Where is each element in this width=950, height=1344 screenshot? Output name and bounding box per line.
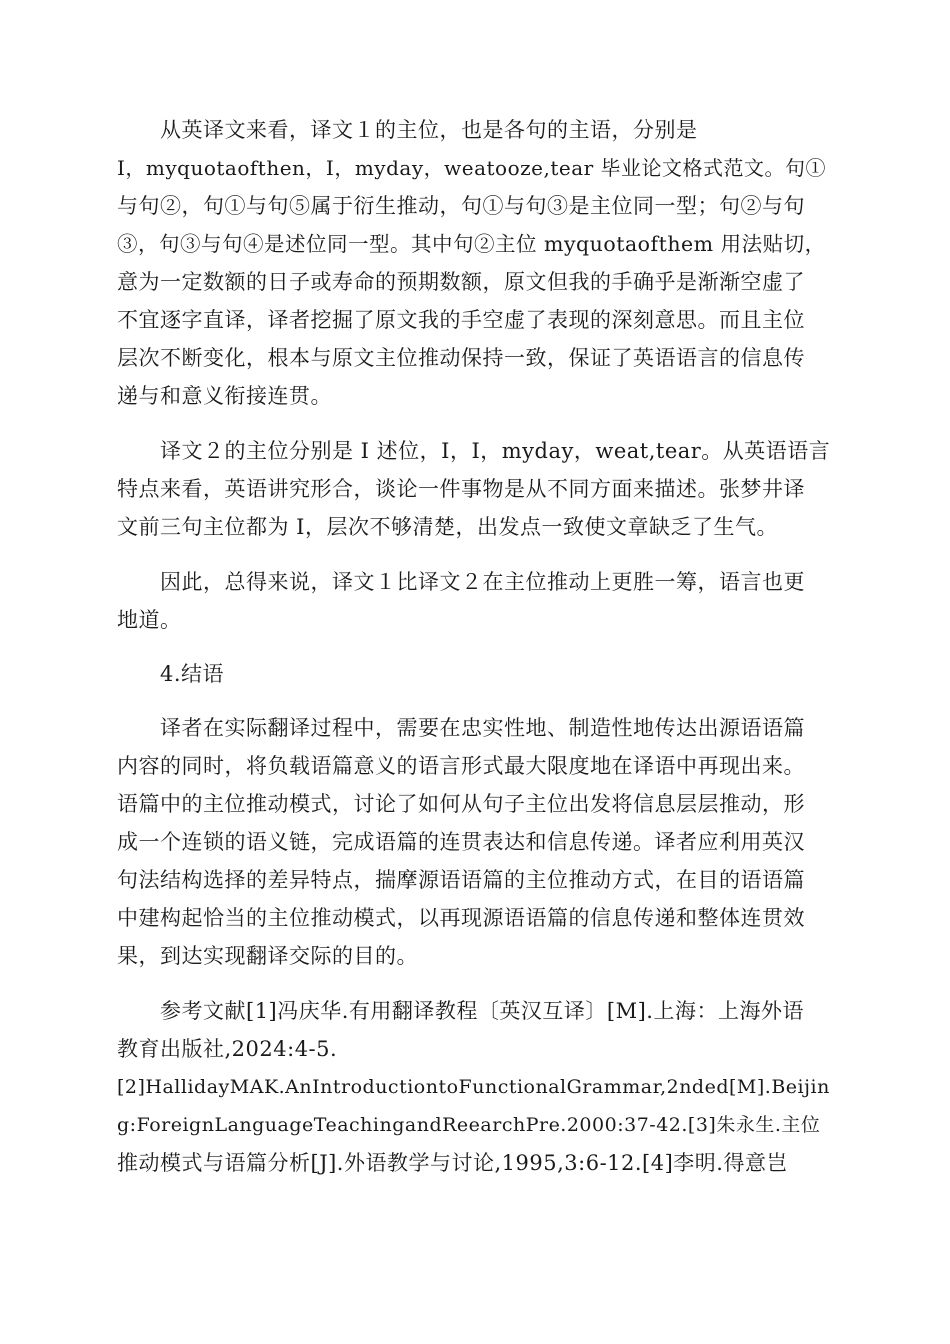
paragraph-line: 层次不断变化，根本与原文主位推动保持一致，保证了英语语言的信息传 [117,346,805,370]
paragraph-line: 特点来看，英语讲究形合，谈论一件事物是从不同方面来描述。张梦井译 [117,477,805,501]
paragraph-line: 意为一定数额的日子或寿命的预期数额，原文但我的手确乎是渐渐空虚了 [117,270,805,294]
paragraph-line: 从英译文来看，译文１的主位，也是各句的主语，分别是 [160,118,698,142]
reference-line: 教育出版社,2024:4-5. [117,1037,338,1061]
section-heading: 4.结语 [160,662,225,686]
paragraph-line: 语篇中的主位推动模式，讨论了如何从句子主位出发将信息层层推动，形 [117,792,805,816]
paragraph-line: 句法结构选择的差异特点，揣摩源语语篇的主位推动方式，在目的语语篇 [117,868,805,892]
reference-line: [2]HallidayMAK.AnIntroductiontoFunctionalGrammar,2nded[M].Beijin [117,1076,830,1098]
reference-line: g:ForeignLanguageTeachingandReearchPre.2000:37-42.[3]朱永生.主位 [117,1114,821,1136]
paragraph-line: 果，到达实现翻译交际的目的。 [117,944,418,968]
paragraph-line: 地道。 [117,608,182,632]
paragraph-line: 因此，总得来说，译文１比译文２在主位推动上更胜一筹，语言也更 [160,570,805,594]
paragraph-line: ③，句③与句④是述位同一型。其中句②主位 myquotaofthem 用法贴切， [117,232,826,256]
paragraph-line: 递与和意义衔接连贯。 [117,384,332,408]
paragraph-line: 译文２的主位分别是 I 述位，I，I，myday，weat,tear。从英语语言 [160,439,831,463]
paragraph-line: 不宜逐字直译，译者挖掘了原文我的手空虚了表现的深刻意思。而且主位 [117,308,805,332]
paragraph-line: 内容的同时，将负载语篇意义的语言形式最大限度地在译语中再现出来。 [117,754,805,778]
reference-line: 参考文献[1]冯庆华.有用翻译教程〔英汉互译〕[M].上海：上海外语 [160,999,804,1023]
paragraph-line: 中建构起恰当的主位推动模式，以再现源语语篇的信息传递和整体连贯效 [117,906,805,930]
paragraph-line: 成一个连锁的语义链，完成语篇的连贯表达和信息传递。译者应利用英汉 [117,830,805,854]
paragraph-line: I，myquotaofthen，I，myday，weatooze,tear 毕业论文格式范文。句① [117,156,827,180]
paragraph-line: 文前三句主位都为 I，层次不够清楚，出发点一致使文章缺乏了生气。 [117,515,778,539]
reference-line: 推动模式与语篇分析[J].外语教学与讨论,1995,3:6-12.[4]李明.得意岂 [117,1151,788,1175]
paragraph-line: 与句②，句①与句⑤属于衍生推动，句①与句③是主位同一型；句②与句 [117,194,805,218]
paragraph-line: 译者在实际翻译过程中，需要在忠实性地、制造性地传达出源语语篇 [160,716,805,740]
